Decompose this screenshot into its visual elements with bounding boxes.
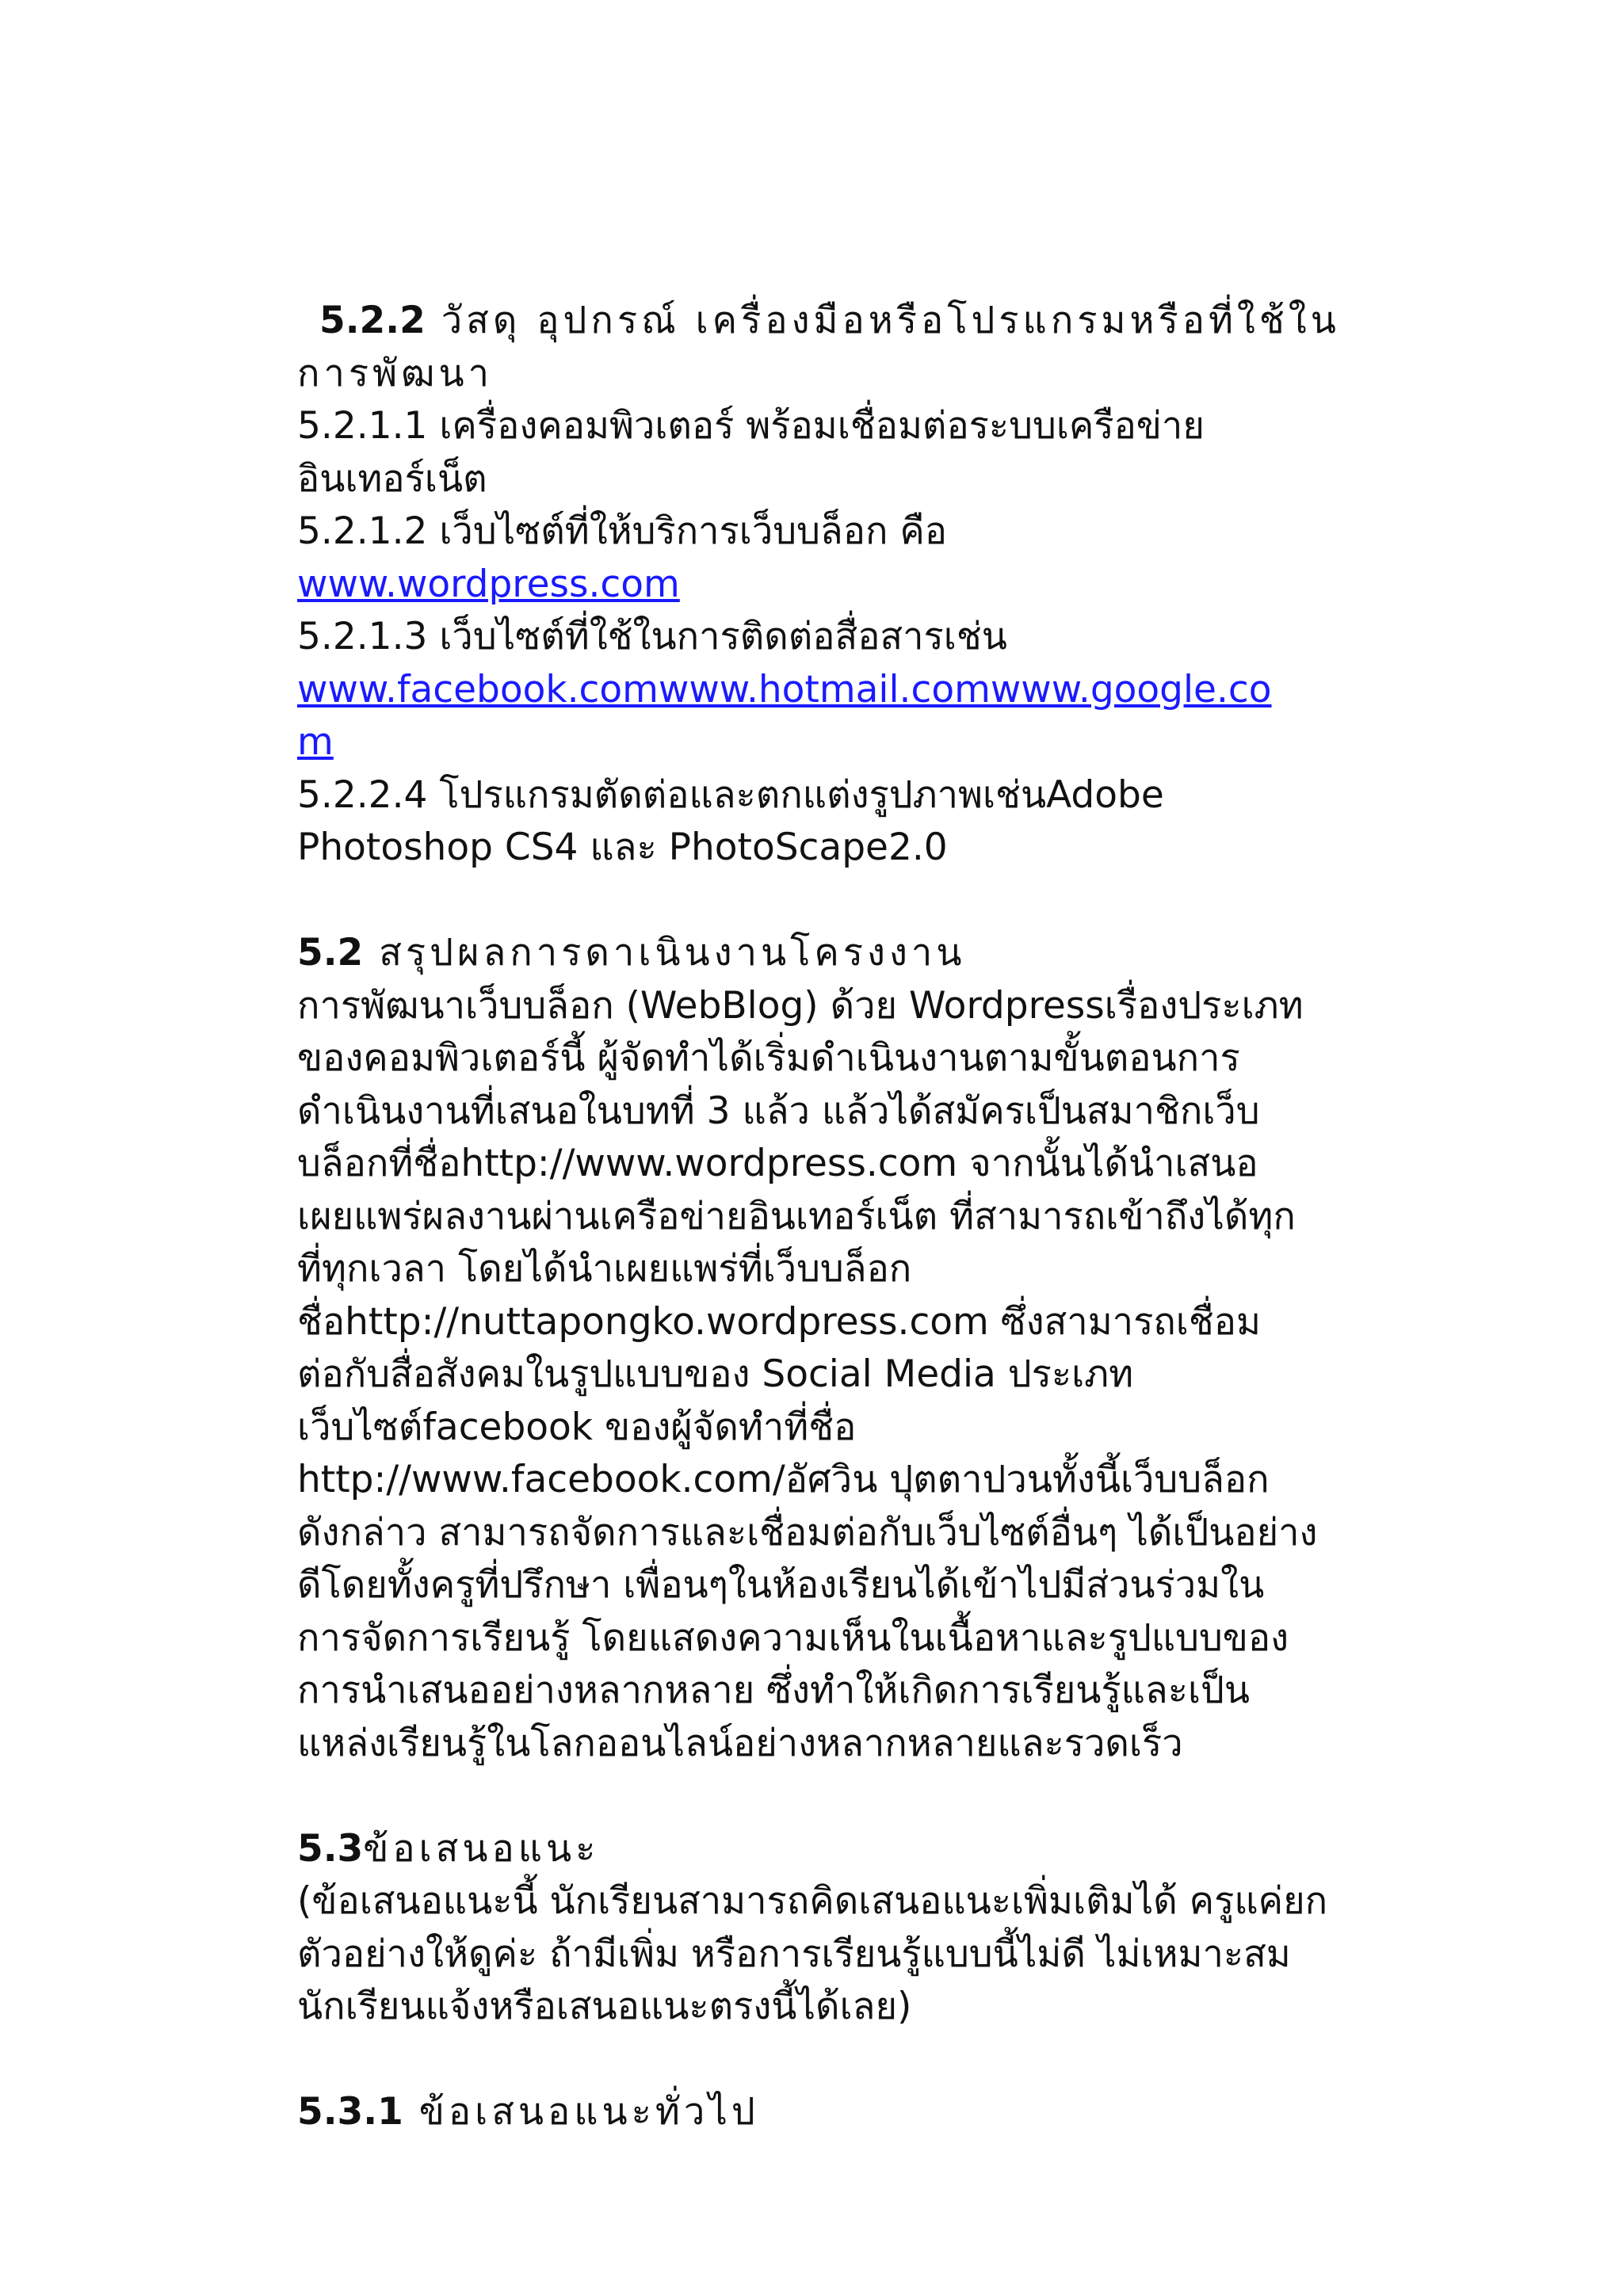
item-5211-line1: 5.2.1.1 เครื่องคอมพิวเตอร์ พร้อมเชื่อมต่อระบบเครือข่าย bbox=[297, 404, 1205, 448]
section-522-heading bbox=[297, 295, 1430, 348]
section-52-paragraph bbox=[297, 980, 1430, 1771]
section-53-number: 5.3 bbox=[297, 1826, 364, 1871]
section-52-heading bbox=[297, 927, 1430, 980]
paragraph-line: ชื่อhttp://nuttapongko.wordpress.com ซึ่งสามารถเชื่อม bbox=[297, 1299, 1261, 1344]
paragraph-line: แหล่งเรียนรู้ในโลกออนไลน์อย่างหลากหลายและรวดเร็ว bbox=[297, 1721, 1183, 1765]
paragraph-line: การนำเสนออย่างหลากหลาย ซึ่งทำให้เกิดการเรียนรู้และเป็น bbox=[297, 1669, 1250, 1712]
social-links-line1[interactable]: www.facebook.comwww.hotmail.comwww.google.co bbox=[297, 667, 1272, 711]
paragraph-line: บล็อกที่ชื่อhttp://www.wordpress.com จากนั้นได้นำเสนอ bbox=[297, 1142, 1258, 1185]
section-531-title: ข้อเสนอแนะทั่วไป bbox=[403, 2090, 759, 2134]
paragraph-line: การพัฒนาเว็บบล็อก (WebBlog) ด้วย Wordpressเรื่องประเภท bbox=[297, 983, 1304, 1028]
paragraph-line: ดีโดยทั้งครูที่ปรึกษา เพื่อนๆในห้องเรียนได้เข้าไปมีส่วนร่วมใน bbox=[297, 1563, 1265, 1607]
paragraph-line: http://www.facebook.com/อัศวิน ปุตตาปวนทั้งนี้เว็บบล็อก bbox=[297, 1458, 1270, 1501]
item-5211-line2: อินเทอร์เน็ต bbox=[297, 456, 487, 501]
paragraph-line: ดำเนินงานที่เสนอในบทที่ 3 แล้ว แล้วได้สมัครเป็นสมาชิกเว็บ bbox=[297, 1089, 1260, 1133]
section-522-number: 5.2.2 bbox=[319, 299, 426, 342]
paragraph-line: เว็บไซต์facebook ของผู้จัดทำที่ชื่อ bbox=[297, 1405, 857, 1449]
item-5213-line1: 5.2.1.3 เว็บไซต์ที่ใช้ในการติดต่อสื่อสารเช่น bbox=[297, 615, 1007, 658]
document-body bbox=[297, 295, 1430, 2139]
paragraph-line: ของคอมพิวเตอร์นี้ ผู้จัดทำได้เริ่มดำเนินงานตามขั้นตอนการ bbox=[297, 1036, 1240, 1080]
paragraph-line: (ข้อเสนอแนะนี้ นักเรียนสามารถคิดเสนอแนะเพิ่มเติมได้ ครูแค่ยก bbox=[297, 1879, 1328, 1923]
section-522-title-cont: การพัฒนา bbox=[297, 351, 494, 395]
section-531-number: 5.3.1 bbox=[297, 2090, 403, 2134]
section-522-title: วัสดุ อุปกรณ์ เครื่องมือหรือโปรแกรมหรือที่ใช้ใน bbox=[425, 299, 1340, 342]
paragraph-line: ดังกล่าว สามารถจัดการและเชื่อมต่อกับเว็บไซต์อื่นๆ ได้เป็นอย่าง bbox=[297, 1510, 1318, 1554]
paragraph-line: ต่อกับสื่อสังคมในรูปแบบของ Social Media ประเภท bbox=[297, 1352, 1134, 1396]
paragraph-line: เผยแพร่ผลงานผ่านเครือข่ายอินเทอร์เน็ต ที่สามารถเข้าถึงได้ทุก bbox=[297, 1194, 1296, 1238]
item-5224-line2: Photoshop CS4 และ PhotoScape2.0 bbox=[297, 826, 948, 869]
wordpress-link[interactable]: www.wordpress.com bbox=[297, 562, 680, 606]
item-5224-line1: 5.2.2.4 โปรแกรมตัดต่อและตกแต่งรูปภาพเช่นAdobe bbox=[297, 772, 1164, 817]
section-53-paragraph bbox=[297, 1875, 1430, 2034]
spacer bbox=[297, 1770, 1430, 1823]
section-531-heading bbox=[297, 2086, 1430, 2139]
paragraph-line: การจัดการเรียนรู้ โดยแสดงความเห็นในเนื้อหาและรูปแบบของ bbox=[297, 1615, 1289, 1660]
social-links-line2[interactable]: m bbox=[297, 720, 334, 764]
section-52-title: สรุปผลการดาเนินงานโครงงาน bbox=[363, 931, 966, 974]
spacer bbox=[297, 875, 1430, 928]
spacer bbox=[297, 2034, 1430, 2087]
item-5212-line1: 5.2.1.2 เว็บไซต์ที่ให้บริการเว็บบล็อก คือ bbox=[297, 509, 948, 553]
section-53-heading bbox=[297, 1823, 1430, 1876]
paragraph-line: ตัวอย่างให้ดูค่ะ ถ้ามีเพิ่ม หรือการเรียนรู้แบบนี้ไม่ดี ไม่เหมาะสม bbox=[297, 1932, 1291, 1976]
paragraph-line: ที่ทุกเวลา โดยได้นำเผยแพร่ที่เว็บบล็อก bbox=[297, 1247, 912, 1291]
section-52-number: 5.2 bbox=[297, 931, 364, 974]
section-53-title: ข้อเสนอแนะ bbox=[363, 1826, 600, 1871]
paragraph-line: นักเรียนแจ้งหรือเสนอแนะตรงนี้ได้เลย) bbox=[297, 1985, 912, 2028]
